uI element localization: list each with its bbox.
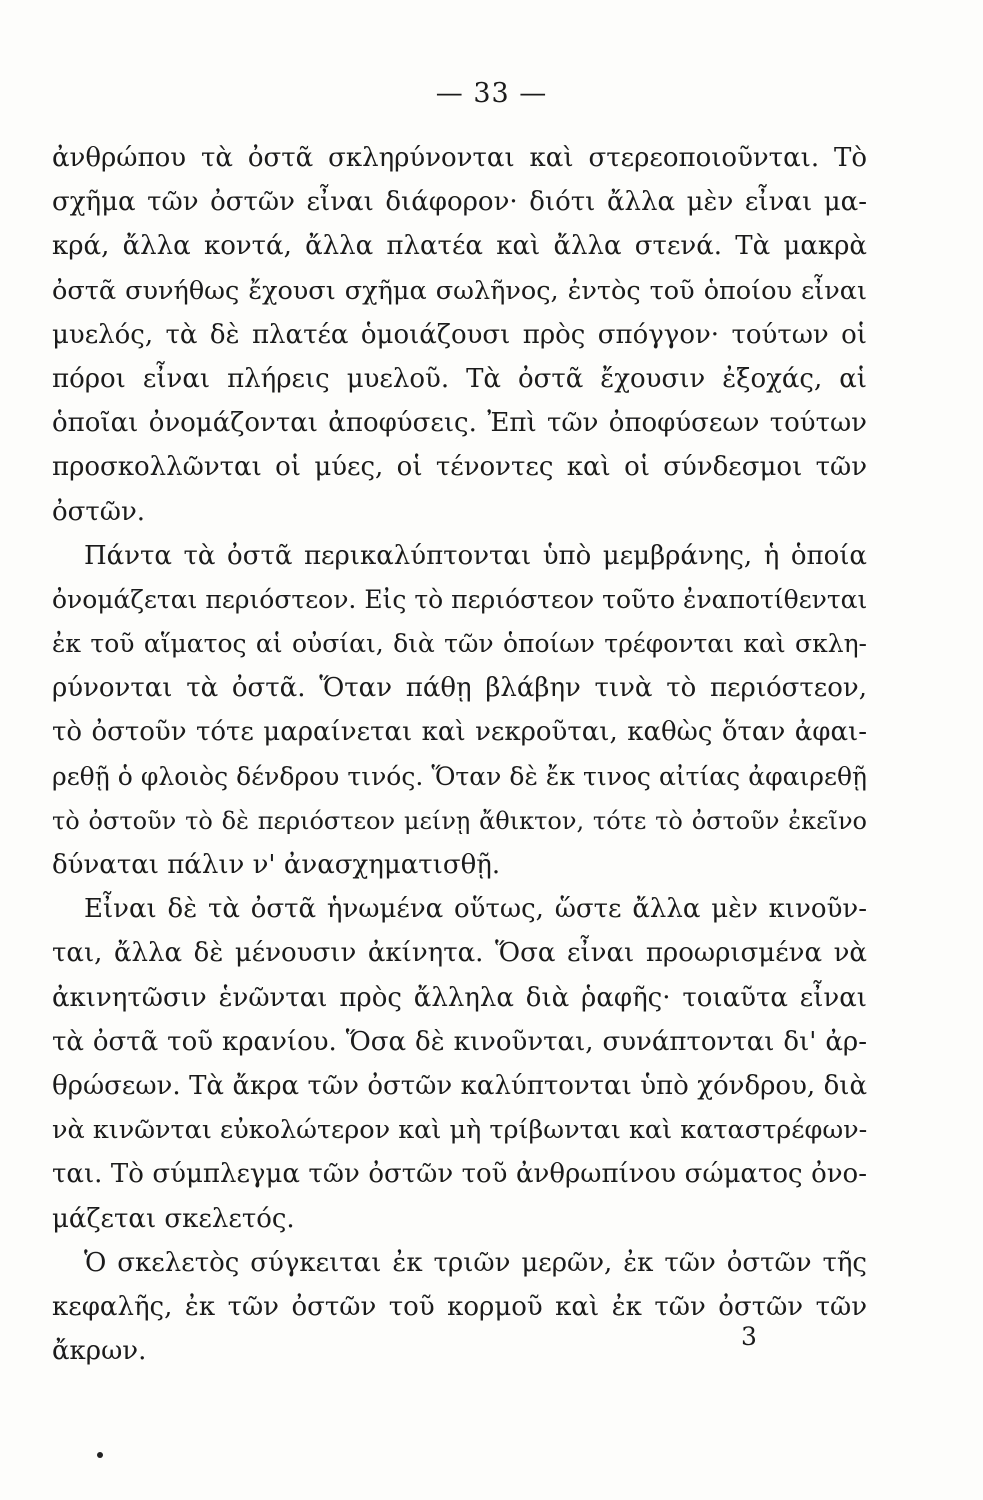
text-line: ὀστᾶ συνήθως ἔχουσι σχῆμα σωλῆνος, ἐντὸς τοῦ ὁποίου εἶναι [52, 275, 867, 306]
text-line: κεφαλῆς, ἐκ τῶν ὀστῶν τοῦ κορμοῦ καὶ ἐκ τῶν ὀστῶν τῶν [52, 1291, 867, 1322]
page-number: — 33 — [435, 78, 548, 109]
text-line: Εἶναι δὲ τὰ ὀστᾶ ἡνωμένα οὕτως, ὥστε ἄλλα μὲν κινοῦν- [84, 894, 867, 925]
text-line: τὸ ὀστοῦν τότε μαραίνεται καὶ νεκροῦται, καθὼς ὅταν ἀφαι- [52, 717, 867, 748]
text-line: ἐκ τοῦ αἵματος αἱ οὐσίαι, διὰ τῶν ὁποίων τρέφονται καὶ σκλη- [52, 629, 867, 659]
text-line: ρύνονται τὰ ὀστᾶ. Ὅταν πάθῃ βλάβην τινὰ τὸ περιόστεον, [52, 673, 867, 704]
text-line: ὀνομάζεται περιόστεον. Εἰς τὸ περιόστεον τοῦτο ἐναποτίθενται [52, 584, 868, 614]
text-line: ἀκινητῶσιν ἑνῶνται πρὸς ἄλληλα διὰ ῥαφῆς· τοιαῦτα εἶναι [52, 982, 867, 1013]
signature-mark: 3 [741, 1322, 757, 1351]
text-line: Ὁ σκελετὸς σύγκειται ἐκ τριῶν μερῶν, ἐκ τῶν ὀστῶν τῆς [84, 1247, 867, 1278]
text-line: ὀστῶν. [52, 496, 146, 527]
text-line: τὰ ὀστᾶ τοῦ κρανίου. Ὅσα δὲ κινοῦνται, συνάπτονται δι' ἀρ- [52, 1026, 867, 1057]
text-line: τὸ ὀστοῦν τὸ δὲ περιόστεον μείνῃ ἄθικτον, τότε τὸ ὀστοῦν ἐκεῖνο [52, 806, 867, 835]
text-line: προσκολλῶνται οἱ μύες, οἱ τένοντες καὶ οἱ σύνδεσμοι τῶν [52, 452, 867, 483]
text-line: δύναται πάλιν ν' ἀνασχηματισθῇ. [52, 850, 501, 880]
text-line: κρά, ἄλλα κοντά, ἄλλα πλατέα καὶ ἄλλα στενά. Τὰ μακρὰ [52, 231, 867, 262]
body-text [52, 136, 867, 1373]
text-line: μάζεται σκελετός. [52, 1203, 295, 1234]
text-line: ται, ἄλλα δὲ μένουσιν ἀκίνητα. Ὅσα εἶναι προωρισμένα νὰ [52, 938, 867, 969]
text-line: νὰ κινῶνται εὐκολώτερον καὶ μὴ τρίβωνται καὶ καταστρέφων- [52, 1115, 868, 1146]
text-line: θρώσεων. Τὰ ἄκρα τῶν ὀστῶν καλύπτονται ὑπὸ χόνδρου, διὰ [52, 1070, 867, 1101]
text-line: ται. Τὸ σύμπλεγμα τῶν ὀστῶν τοῦ ἀνθρωπίνου σώματος ὀνο- [52, 1159, 867, 1190]
text-line: Πάντα τὰ ὀστᾶ περικαλύπτονται ὑπὸ μεμβράνης, ἡ ὁποία [84, 540, 867, 571]
text-line: ὁποῖαι ὀνομάζονται ἀποφύσεις. Ἐπὶ τῶν ὀποφύσεων τούτων [52, 408, 867, 439]
text-line: μυελός, τὰ δὲ πλατέα ὁμοιάζουσι πρὸς σπόγγον· τούτων οἱ [52, 319, 867, 350]
text-line: ἀνθρώπου τὰ ὀστᾶ σκληρύνονται καὶ στερεοποιοῦνται. Τὸ [52, 143, 867, 173]
text-line: ρεθῇ ὁ φλοιὸς δένδρου τινός. Ὅταν δὲ ἔκ τινος αἰτίας ἀφαιρεθῇ [52, 761, 867, 791]
ink-dot [97, 1452, 103, 1458]
text-line: σχῆμα τῶν ὀστῶν εἶναι διάφορον· διότι ἄλλα μὲν εἶναι μα- [52, 187, 867, 218]
text-line: πόροι εἶναι πλήρεις μυελοῦ. Τὰ ὀστᾶ ἔχουσιν ἐξοχάς, αἱ [52, 363, 867, 394]
text-line: ἄκρων. [52, 1336, 147, 1367]
